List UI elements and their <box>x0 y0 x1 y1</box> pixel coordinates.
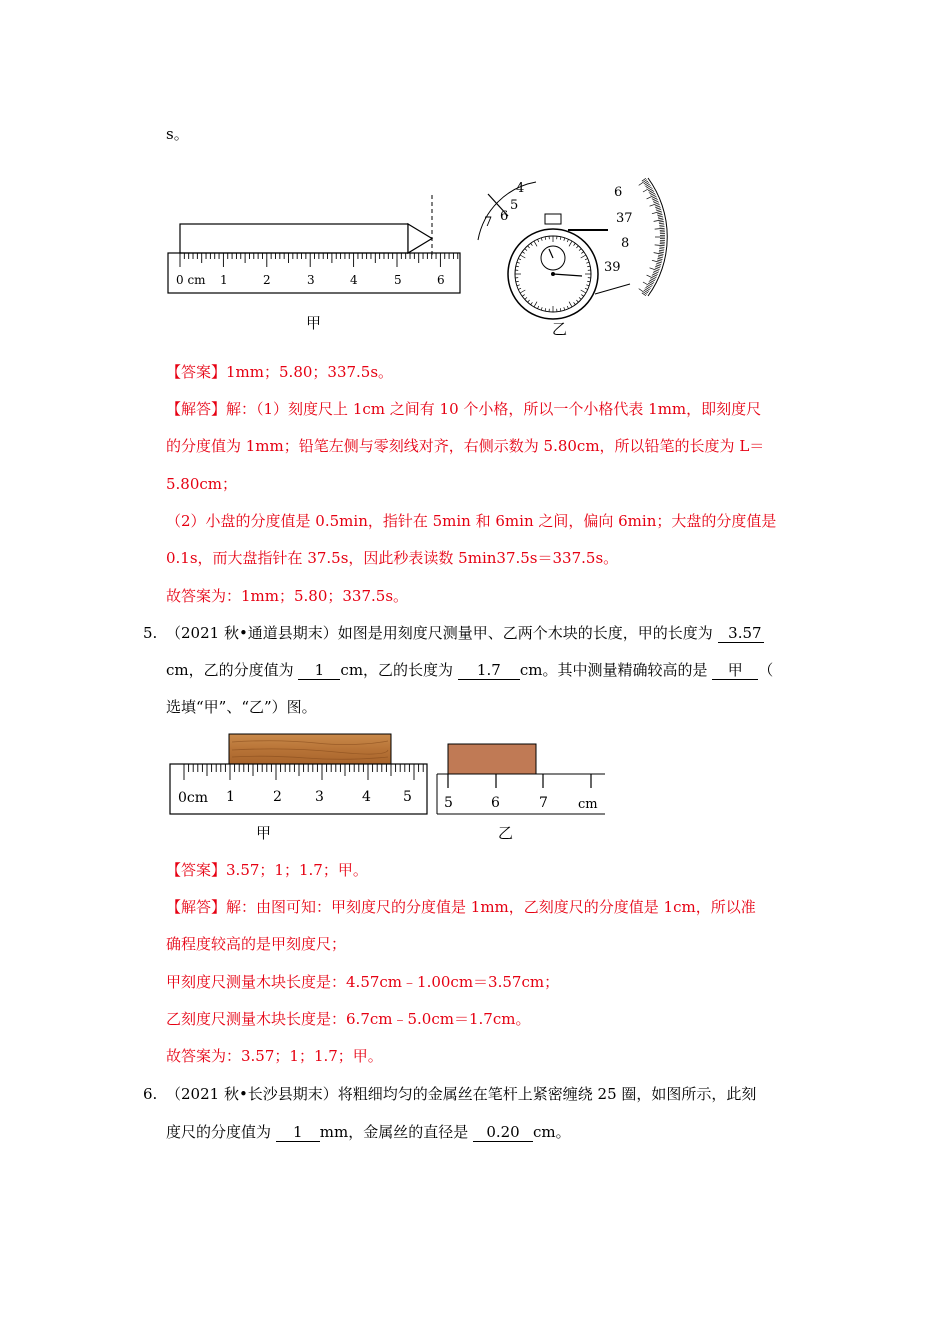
q4-analysis-line: 5.80cm； <box>166 475 238 493</box>
ruler-label: 6 <box>437 273 445 287</box>
ruler-tick <box>655 228 665 229</box>
q5-line2 <box>166 660 773 680</box>
q5-answer <box>166 860 368 880</box>
ruler-tick <box>655 268 660 270</box>
answer-text: 3.57；1；1.7；甲。 <box>226 861 368 879</box>
answer-tag: 【答案】 <box>166 861 227 879</box>
ruler-label: 3 <box>315 789 324 805</box>
ruler-label: 2 <box>273 789 282 805</box>
q6-text: cm。 <box>533 1123 571 1141</box>
ruler-tick <box>659 227 664 228</box>
q4-analysis-line: 0.1s，而大盘指针在 37.5s，因此秒表读数 5min37.5s＝337.5s。 <box>166 549 619 567</box>
ruler-tick <box>655 204 660 206</box>
q5-analysis-line: 乙刻度尺测量木块长度是：6.7cm﹣5.0cm＝1.7cm。 <box>166 1010 531 1028</box>
q6-text: 度尺的分度值为 <box>166 1123 272 1141</box>
q5-text: cm，乙的分度值为 <box>166 661 294 679</box>
ruler-tick <box>659 247 664 248</box>
ruler-tick <box>658 257 663 258</box>
ruler-label: 2 <box>263 273 271 287</box>
ruler-tick <box>650 203 659 206</box>
q4-final: 故答案为：1mm；5.80；337.5s。 <box>166 587 409 605</box>
ruler-tick <box>654 201 659 203</box>
q4-analysis-line: 的分度值为 1mm；铅笔左侧与零刻线对齐，右侧示数为 5.80cm，所以铅笔的长度为 L＝ <box>166 437 765 455</box>
ruler-tick <box>658 216 663 217</box>
pencil-tip <box>408 224 432 253</box>
ruler-tick <box>652 276 657 278</box>
q6-number: 6. <box>143 1085 158 1103</box>
leader-line <box>595 284 630 294</box>
q5-number: 5. <box>143 624 158 642</box>
q5-line1 <box>166 623 764 643</box>
figure-caption-left: 甲 <box>306 314 322 332</box>
answer-blank: 1.7 <box>458 661 520 680</box>
ruler-tick <box>654 220 664 222</box>
dial-outer-label: 6 <box>614 185 623 200</box>
dial-inner-label: 6 <box>500 209 509 224</box>
dial-inner-label: 4 <box>516 181 525 196</box>
analysis-tag: 【解答】 <box>166 898 227 916</box>
q4-ruler-figure <box>166 195 466 340</box>
top-fragment: s。 <box>166 125 189 143</box>
q5-analysis-line <box>166 897 756 917</box>
ruler-tick <box>657 213 662 214</box>
ruler-tick <box>655 206 660 208</box>
ruler-label: 4 <box>350 273 358 287</box>
answer-text: 1mm；5.80；337.5s。 <box>226 363 394 381</box>
q4-stopwatch-figure <box>470 172 670 344</box>
answer-blank: 3.57 <box>718 624 764 643</box>
dial-inner-label: 7 <box>484 215 493 230</box>
q5-analysis-line: 确程度较高的是甲刻度尺； <box>166 935 347 953</box>
ruler-tick <box>656 263 661 264</box>
q6-text: mm，金属丝的直径是 <box>319 1123 469 1141</box>
analysis-text: 解：由图可知：甲刻度尺的分度值是 1mm，乙刻度尺的分度值是 1cm，所以准 <box>226 898 756 916</box>
ruler-tick <box>655 245 665 246</box>
q5-ruler-right-figure <box>434 730 609 845</box>
ruler-tick <box>653 273 658 275</box>
dial-center <box>551 272 555 276</box>
answer-blank: 1 <box>276 1123 320 1142</box>
ruler-tick <box>659 249 664 250</box>
outer-scale-ticks <box>639 178 665 296</box>
ruler-label: 5 <box>403 789 412 805</box>
q5-text: （2021 秋•通道县期末）如图是用刻度尺测量甲、乙两个木块的长度，甲的长度为 <box>166 624 713 642</box>
ruler-tick <box>659 225 664 226</box>
answer-blank: 1 <box>298 661 340 680</box>
ruler-label: 0 cm <box>176 273 206 287</box>
ruler-tick <box>653 200 658 202</box>
ruler-tick <box>650 268 659 271</box>
dial-outer-label: 37 <box>616 211 633 226</box>
ruler-tick <box>657 260 662 261</box>
ruler-ticks <box>180 253 458 267</box>
q6-line2 <box>166 1122 571 1142</box>
ruler-tick <box>652 196 657 198</box>
q5-text: cm，乙的长度为 <box>340 661 454 679</box>
ruler-body <box>170 764 427 814</box>
ruler-tick <box>659 252 664 253</box>
dial-outer-label: 39 <box>604 260 621 275</box>
ruler-label: 1 <box>220 273 228 287</box>
dial-outer-label: 8 <box>621 236 630 251</box>
q5-text: （ <box>758 661 774 679</box>
ruler-tick <box>652 198 657 200</box>
answer-blank: 0.20 <box>473 1123 533 1142</box>
ruler-label: cm <box>578 797 598 812</box>
q6-line1: （2021 秋•长沙县期末）将粗细均匀的金属丝在笔杆上紧密缠绕 25 圈，如图所示，此刻 <box>166 1085 757 1103</box>
q5-ruler-left-figure <box>166 730 431 845</box>
q5-text: cm。其中测量精确较高的是 <box>519 661 708 679</box>
ruler-tick <box>652 274 657 276</box>
answer-tag: 【答案】 <box>166 363 227 381</box>
ruler-label: 1 <box>226 789 235 805</box>
q4-analysis-line: （2）小盘的分度值是 0.5min，指针在 5min 和 6min 之间，偏向 6min；大盘的分度值是 <box>166 512 777 530</box>
ruler-label: 0cm <box>178 790 209 806</box>
figure-caption-right: 乙 <box>552 320 568 338</box>
ruler-label: 3 <box>307 273 315 287</box>
brown-block <box>448 744 536 774</box>
ruler-tick <box>658 258 663 259</box>
ruler-label: 7 <box>539 795 548 811</box>
ruler-tick <box>654 271 659 273</box>
analysis-tag: 【解答】 <box>166 400 227 418</box>
ruler-label: 5 <box>444 795 453 811</box>
ruler-tick <box>659 223 664 224</box>
q4-answer <box>166 362 393 382</box>
ruler-tick <box>659 250 664 251</box>
ruler-tick <box>654 253 664 255</box>
dial-inner-label: 5 <box>510 198 519 213</box>
ruler-tick <box>655 266 660 268</box>
ruler-tick <box>656 208 661 209</box>
stopwatch-crown <box>545 214 561 224</box>
pencil-body <box>180 224 408 253</box>
q5-line3: 选填“甲”、“乙”）图。 <box>166 698 317 716</box>
figure-caption-right: 乙 <box>498 824 514 842</box>
analysis-text: 解：（1）刻度尺上 1cm 之间有 10 个小格，所以一个小格代表 1mm，即刻度尺 <box>226 400 762 418</box>
ruler-tick <box>659 221 664 222</box>
ruler-tick <box>656 265 661 266</box>
ruler-tick <box>658 218 663 219</box>
answer-blank: 甲 <box>712 661 758 680</box>
ruler-label: 5 <box>394 273 402 287</box>
q5-analysis-line: 甲刻度尺测量木块长度是：4.57cm﹣1.00cm＝3.57cm； <box>166 973 560 991</box>
ruler-tick <box>658 255 663 256</box>
ruler-tick <box>656 209 661 210</box>
figure-caption-left: 甲 <box>256 824 272 842</box>
q4-analysis-line <box>166 399 761 419</box>
q5-final: 故答案为：3.57；1；1.7；甲。 <box>166 1047 383 1065</box>
ruler-label: 4 <box>362 789 371 805</box>
ruler-tick <box>658 215 663 216</box>
ruler-label: 6 <box>491 795 500 811</box>
